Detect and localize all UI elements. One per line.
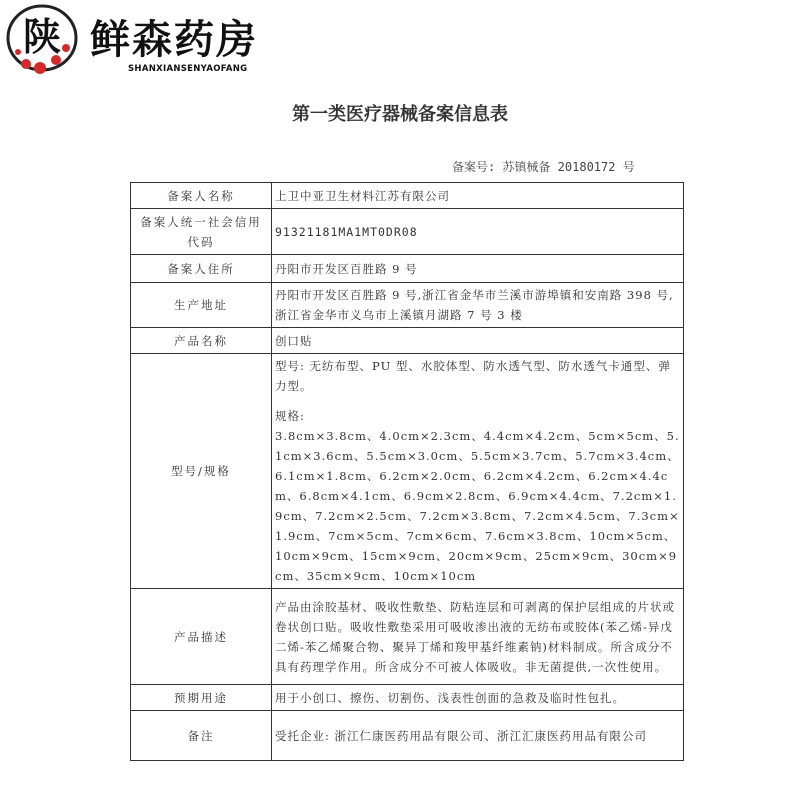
seal-char: 陕	[22, 14, 62, 59]
address-label: 备案人住所	[131, 255, 272, 283]
table-row	[131, 255, 684, 283]
model-spec-label: 型号/规格	[131, 354, 272, 589]
intended-use-label: 预期用途	[131, 685, 272, 711]
brand-subtitle: SHANXIANSENYAOFANG	[128, 64, 248, 74]
spec-list: 3.8cm×3.8cm、4.0cm×2.3cm、4.4cm×4.2cm、5cm×5cm、5.1cm×3.6cm、5.5cm×3.0cm、5.5cm×3.7cm、5.7cm×3.4cm、6.1cm×1.8cm、6.2cm×2.0cm、6.2cm×4.2cm、6.2cm×4.4cm、6.8cm×4.1cm、6.9cm×2.8cm、6.9cm×4.4cm、7.2cm×1.9cm、7.2cm×2.5cm、7.2cm×3.8cm、7.2cm×4.5cm、7.3cm×1.9cm、7cm×5cm、7cm×6cm、7.6cm×3.8cm、10cm×5cm、10cm×9cm、15cm×9cm、20cm×9cm、25cm×9cm、30cm×9cm、35cm×9cm、10cm×10cm	[275, 429, 680, 583]
table-row	[131, 685, 684, 711]
filer-name-label: 备案人名称	[131, 183, 272, 209]
credit-code-value: 91321181MA1MT0DR08	[272, 209, 684, 255]
record-number: 备案号: 苏镇械备 20180172 号	[452, 160, 635, 174]
table-row	[131, 283, 684, 328]
spec-heading: 规格:	[275, 409, 305, 423]
brand-name: 鲜森药房	[90, 16, 258, 63]
remarks-value: 受托企业: 浙江仁康医药用品有限公司、浙江汇康医药用品有限公司	[272, 711, 684, 761]
model-spec-value	[272, 354, 684, 589]
filer-name-value: 上卫中亚卫生材料江苏有限公司	[272, 183, 684, 209]
seal-logo-icon	[4, 2, 84, 78]
brand-logo	[4, 2, 284, 78]
product-name-label: 产品名称	[131, 328, 272, 354]
production-address-label: 生产地址	[131, 283, 272, 328]
model-list: 型号: 无纺布型、PU 型、水胶体型、防水透气型、防水透气卡通型、弹力型。	[275, 359, 671, 393]
document-title: 第一类医疗器械备案信息表	[292, 104, 508, 125]
credit-code-label: 备案人统一社会信用代码	[131, 209, 272, 255]
address-value: 丹阳市开发区百胜路 9 号	[272, 255, 684, 283]
table-row	[131, 589, 684, 685]
production-address-value: 丹阳市开发区百胜路 9 号,浙江省金华市兰溪市游埠镇和安南路 398 号,浙江省金华市义乌市上溪镇月湖路 7 号 3 楼	[272, 283, 684, 328]
description-value: 产品由涂胶基材、吸收性敷垫、防粘连层和可剥离的保护层组成的片状或卷状创口贴。吸收性敷垫采用可吸收渗出液的无纺布或胶体(苯乙烯-异戊二烯-苯乙烯聚合物、聚异丁烯和羧甲基纤维素钠)材料制成。所含成分不具有药理学作用。所含成分不可被人体吸收。非无菌提供,一次性使用。	[272, 589, 684, 685]
table-row	[131, 711, 684, 761]
product-name-value: 创口贴	[272, 328, 684, 354]
table-row	[131, 183, 684, 209]
remarks-label: 备注	[131, 711, 272, 761]
table-row	[131, 328, 684, 354]
description-label: 产品描述	[131, 589, 272, 685]
intended-use-value: 用于小创口、擦伤、切割伤、浅表性创面的急救及临时性包扎。	[272, 685, 684, 711]
record-info-table	[130, 182, 684, 761]
table-row	[131, 354, 684, 589]
table-row	[131, 209, 684, 255]
